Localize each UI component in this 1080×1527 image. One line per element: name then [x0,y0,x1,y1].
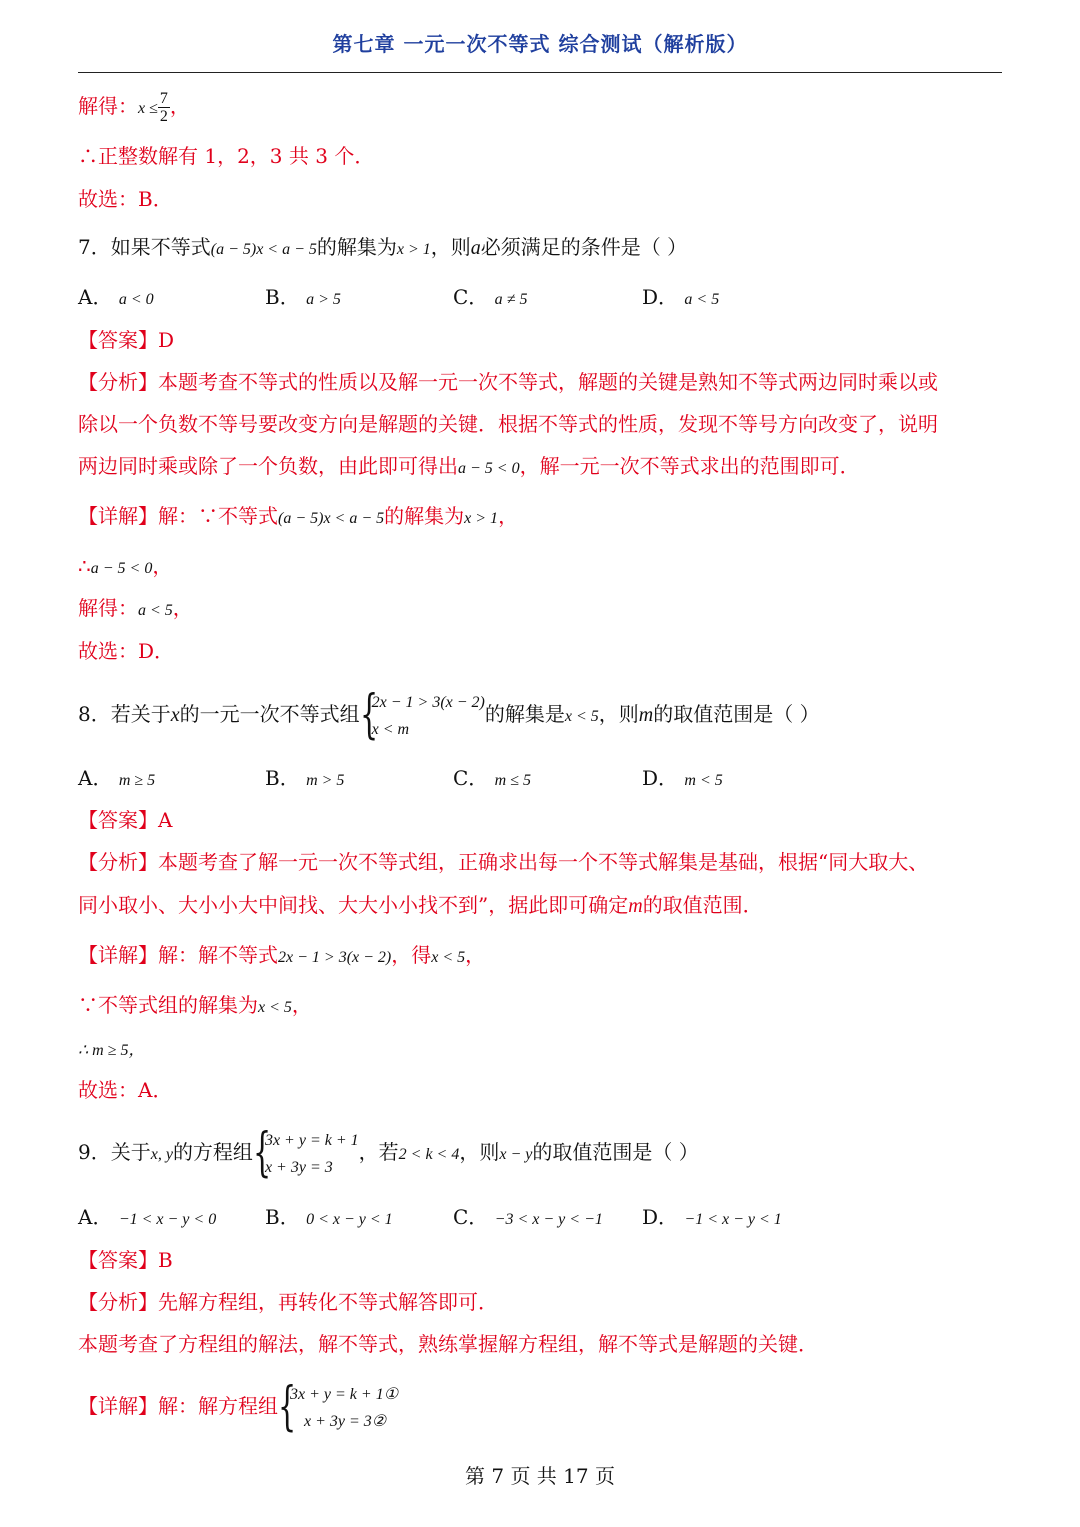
q9-option-a-expr: −1 < x − y < 0 [118,1211,217,1228]
q7-answer: 【答案】D [78,328,175,352]
q7-detail-c: ， [498,504,519,528]
q7-step1-expr: a − 5 < 0 [90,560,153,577]
q8-stem-d: ，则 [598,702,639,726]
q8-option-b [265,764,344,795]
q9-stem-d: ，则 [459,1140,500,1164]
q9-stem-expr2: x − y [499,1146,533,1163]
q9-option-d-label: D． [642,1205,679,1229]
q7-option-a-label: A． [78,285,113,309]
q9-stem-b: 的方程组 [172,1140,253,1164]
q9-brace: { [252,1122,272,1183]
q7-analysis-3a: 两边同时乘或除了一个负数，由此即可得出 [78,454,458,478]
q6-solve-prefix: 解得： [78,94,138,118]
q8-stem-a: 8．若关于 [78,702,171,726]
q9-stem [78,1122,1008,1182]
q9-stem-a: 9．关于 [78,1140,151,1164]
q9-stem-e: 的取值范围是（ ） [532,1140,699,1164]
q6-solve-line [78,88,1008,127]
q7-step-1 [78,552,1008,583]
q8-system-row-2: x < m [371,720,410,738]
q9-option-d [642,1203,782,1234]
q7-step2-a: 解得： [78,596,138,620]
q7-option-b-label: B． [265,285,300,309]
q9-option-c-expr: −3 < x − y < −1 [494,1211,603,1228]
q7-step-2 [78,594,1008,625]
q7-analysis-line-2: 除以一个负数不等号要改变方向是解题的关键．根据不等式的性质，发现不等号方向改变了，说明 [78,412,938,436]
q8-analysis-2a: 同小取小、大小小大中间找、大大小小找不到”，据此即可确定 [78,893,629,917]
q7-option-d-expr: a < 5 [684,291,720,308]
page-header-title: 第七章 一元一次不等式 综合测试（解析版） [332,32,748,56]
q8-step1-b: ， [291,993,312,1017]
q8-option-d-label: D． [642,766,679,790]
q9-analysis-line-2: 本题考查了方程组的解法，解不等式，熟练掌握解方程组，解不等式是解题的关键． [78,1332,818,1356]
q9-answer: 【答案】B [78,1248,173,1272]
q8-stem-expr: x < 5 [564,708,599,725]
q7-stem-b: 的解集为 [316,235,397,259]
q7-stem-expr2: x > 1 [396,241,431,258]
q7-stem [78,233,1008,264]
q9-option-b [265,1203,393,1234]
q8-analysis-var: m [628,895,643,917]
q8-detail-a: 【详解】解：解不等式 [78,943,278,967]
q8-detail-b: ，得 [391,943,432,967]
q8-option-a-expr: m ≥ 5 [118,772,156,789]
q7-option-b-expr: a > 5 [306,291,341,308]
q7-detail-expr: (a − 5)x < a − 5 [278,510,385,527]
q8-detail-expr: 2x − 1 > 3(x − 2) [278,949,392,966]
q8-option-a [78,764,155,795]
q9-analysis-line-1: 【分析】先解方程组，再转化不等式解答即可． [78,1290,498,1314]
q7-detail-expr2: x > 1 [464,510,499,527]
q7-stem-expr: (a − 5)x < a − 5 [210,241,317,258]
q9-stem-c: ，若 [358,1140,399,1164]
header-divider [78,72,1002,73]
q9-system-row-1: 3x + y = k + 1 [264,1131,359,1149]
q8-analysis-line-1: 【分析】本题考查了解一元一次不等式组，正确求出每一个不等式解集是基础，根据“同大取大、 [78,850,929,874]
q8-choice: 故选：A． [78,1078,173,1102]
q6-solve-suffix: ， [169,94,190,118]
q8-option-d-expr: m < 5 [684,772,723,789]
q8-option-d [642,764,723,795]
q9-stem-expr: 2 < k < 4 [398,1146,460,1163]
q8-stem [78,684,1008,744]
q9-option-c [453,1203,603,1234]
q8-step1-a: ∵不等式组的解集为 [78,993,258,1017]
q7-choice: 故选：D． [78,639,175,663]
q7-analysis-3b: ，解一元一次不等式求出的范围即可． [519,454,860,478]
q6-fraction-numerator: 7 [159,90,168,107]
q9-detail [78,1376,1008,1436]
q8-stem-var2: m [638,704,654,726]
q7-option-d [642,283,719,314]
q8-option-c [453,764,531,795]
q9-stem-vars: x, y [150,1146,173,1163]
q8-step-1 [78,991,1008,1022]
q6-solve-expr: x ≤ [138,100,158,117]
q7-analysis-line-1: 【分析】本题考查不等式的性质以及解一元一次不等式，解题的关键是熟知不等式两边同时乘以或 [78,370,938,394]
q8-step-2 [78,1034,1008,1065]
q8-brace: { [359,684,378,745]
q7-step1-b: ， [152,554,173,578]
q8-answer: 【答案】A [78,808,173,832]
q9-equation-system [252,1122,359,1183]
q8-option-c-label: C． [453,766,489,790]
q8-step2-expr: ∴ m ≥ 5， [78,1042,145,1059]
q7-stem-a: 7．如果不等式 [78,235,211,259]
q7-stem-var: a [470,237,481,259]
q7-detail [78,502,1008,533]
q7-detail-b: 的解集为 [384,504,465,528]
q7-step2-b: ， [172,596,193,620]
q7-option-d-label: D． [642,285,679,309]
q7-option-c [453,283,527,314]
q6-conclusion: ∴正整数解有 1，2，3 共 3 个． [78,144,375,168]
q9-option-a [78,1203,216,1234]
q8-option-b-expr: m > 5 [306,772,345,789]
q8-option-c-expr: m ≤ 5 [494,772,532,789]
q7-option-c-expr: a ≠ 5 [494,291,528,308]
q6-fraction-denominator: 2 [159,108,168,125]
q9-system-row-2: x + 3y = 3 [264,1158,333,1176]
q9-option-b-expr: 0 < x − y < 1 [306,1211,393,1228]
q8-detail-c: ， [465,943,486,967]
q7-step1-a: ∴ [78,554,91,578]
q6-fraction [158,90,170,125]
q8-step1-expr: x < 5 [258,999,292,1016]
q8-stem-e: 的取值范围是（ ） [653,702,820,726]
q8-detail [78,941,1008,972]
q7-option-a [78,283,154,314]
q6-choice: 故选：B． [78,187,173,211]
q8-stem-var: x [170,704,180,726]
q9-option-a-label: A． [78,1205,113,1229]
q8-analysis-line-2 [78,891,1008,920]
q9-detail-system [278,1376,399,1437]
q9-detail-a: 【详解】解：解方程组 [78,1394,278,1418]
q8-detail-expr2: x < 5 [431,949,466,966]
q9-option-d-expr: −1 < x − y < 1 [684,1211,782,1228]
q7-option-c-label: C． [453,285,489,309]
q7-stem-d: 必须满足的条件是（ ） [480,235,688,259]
page-footer: 第 7 页 共 17 页 [465,1464,615,1488]
q7-option-b [265,283,341,314]
q8-inequality-system [359,684,485,745]
q8-option-a-label: A． [78,766,113,790]
q9-detail-row-1: 3x + y = k + 1① [290,1385,399,1403]
q9-detail-row-2: x + 3y = 3② [304,1412,387,1430]
q8-option-b-label: B． [265,766,300,790]
q7-analysis-line-3 [78,452,1008,483]
q8-analysis-2b: 的取值范围． [642,893,763,917]
q7-step2-expr: a < 5 [138,602,173,619]
q9-option-b-label: B． [265,1205,300,1229]
q8-system-row-1: 2x − 1 > 3(x − 2) [371,693,485,711]
q9-option-c-label: C． [453,1205,489,1229]
q8-stem-c: 的解集是 [484,702,565,726]
q9-detail-brace: { [278,1376,297,1437]
q8-stem-b: 的一元一次不等式组 [179,702,360,726]
q7-analysis-expr: a − 5 < 0 [458,460,520,477]
q7-option-a-expr: a < 0 [118,291,154,308]
q7-stem-c: ，则 [430,235,471,259]
q7-detail-a: 【详解】解：∵不等式 [78,504,278,528]
